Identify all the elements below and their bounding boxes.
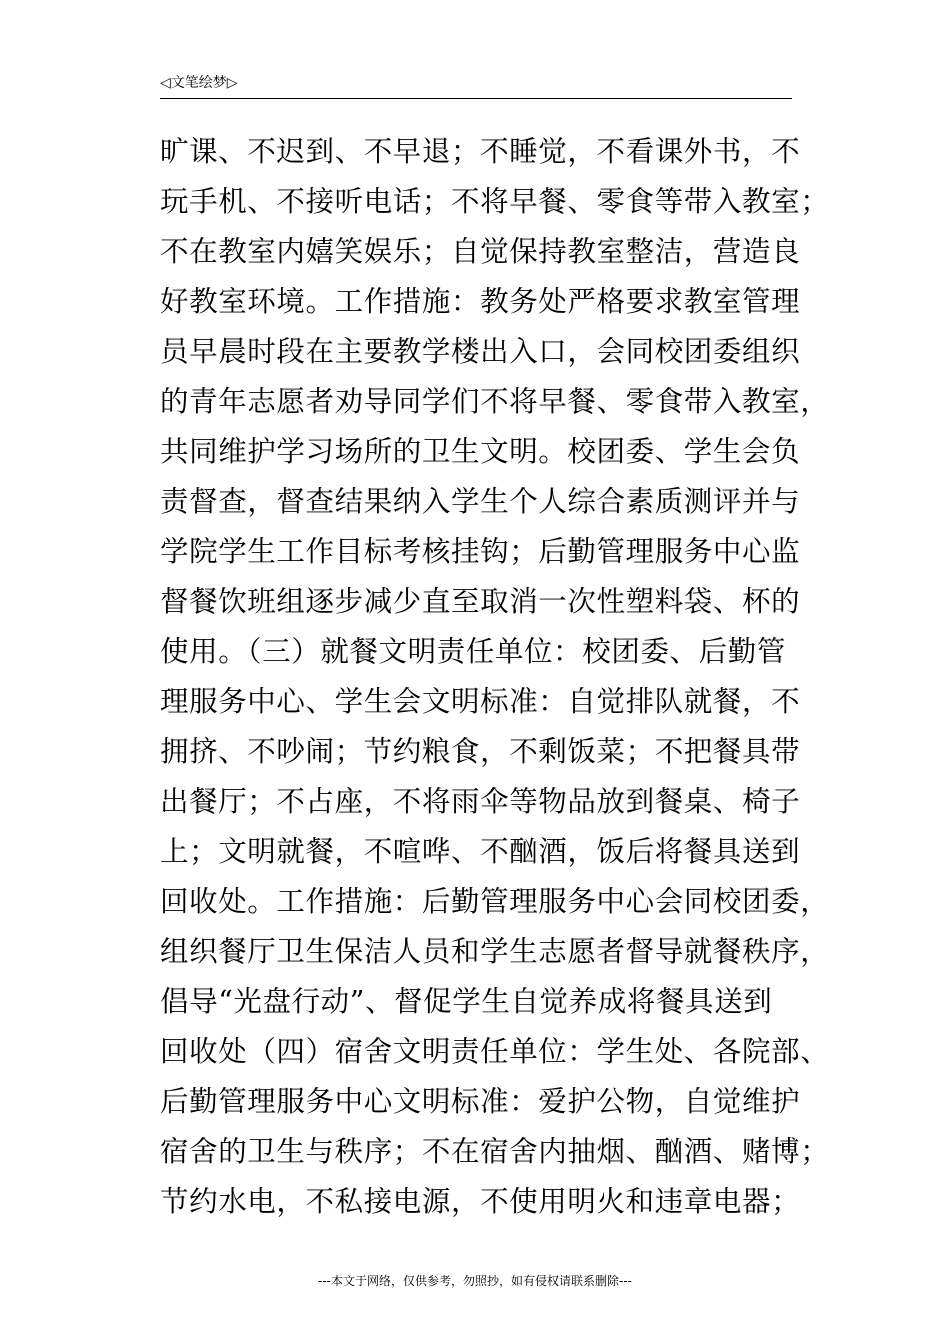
text-line: 玩手机、不接听电话；不将早餐、零食等带入教室；	[160, 185, 830, 218]
text-line: 督餐饮班组逐步减少直至取消一次性塑料袋、杯的	[160, 585, 801, 618]
text-line: 理服务中心、学生会文明标准：自觉排队就餐，不	[160, 685, 801, 718]
text-line: 后勤管理服务中心文明标准：爱护公物，自觉维护	[160, 1085, 801, 1118]
text-line: 员早晨时段在主要教学楼出入口，会同校团委组织	[160, 335, 801, 368]
text-line: 上；文明就餐，不喧哗、不酗酒，饭后将餐具送到	[160, 835, 801, 868]
text-line: 的青年志愿者劝导同学们不将早餐、零食带入教室，	[160, 385, 830, 418]
header-title: ◁文笔绘梦▷	[160, 75, 238, 91]
text-line: 回收处。工作措施：后勤管理服务中心会同校团委，	[160, 885, 830, 918]
page-header	[160, 74, 792, 99]
text-line: 旷课、不迟到、不早退；不睡觉，不看课外书，不	[160, 135, 801, 168]
text-line: 学院学生工作目标考核挂钩；后勤管理服务中心监	[160, 535, 801, 568]
text-line: 组织餐厅卫生保洁人员和学生志愿者督导就餐秩序，	[160, 935, 830, 968]
text-line: 倡导“光盘行动”、督促学生自觉养成将餐具送到	[160, 985, 773, 1018]
text-line: 宿舍的卫生与秩序；不在宿舍内抽烟、酗酒、赌博；	[160, 1135, 830, 1168]
footer-disclaimer: ---本文于网络，仅供参考，勿照抄，如有侵权请联系删除---	[318, 1274, 632, 1288]
text-line: 不在教室内嬉笑娱乐；自觉保持教室整洁，营造良	[160, 235, 801, 268]
document-body	[160, 127, 830, 1227]
text-line: 使用。（三）就餐文明责任单位：校团委、后勤管	[160, 635, 786, 668]
text-line: 出餐厅；不占座，不将雨伞等物品放到餐桌、椅子	[160, 785, 801, 818]
text-line: 共同维护学习场所的卫生文明。校团委、学生会负	[160, 435, 801, 468]
text-line: 好教室环境。工作措施：教务处严格要求教室管理	[160, 285, 801, 318]
text-line: 回收处（四）宿舍文明责任单位：学生处、各院部、	[160, 1035, 830, 1068]
text-line: 节约水电，不私接电源，不使用明火和违章电器；	[160, 1185, 801, 1218]
text-line: 拥挤、不吵闹；节约粮食，不剩饭菜；不把餐具带	[160, 735, 801, 768]
text-line: 责督查，督查结果纳入学生个人综合素质测评并与	[160, 485, 801, 518]
